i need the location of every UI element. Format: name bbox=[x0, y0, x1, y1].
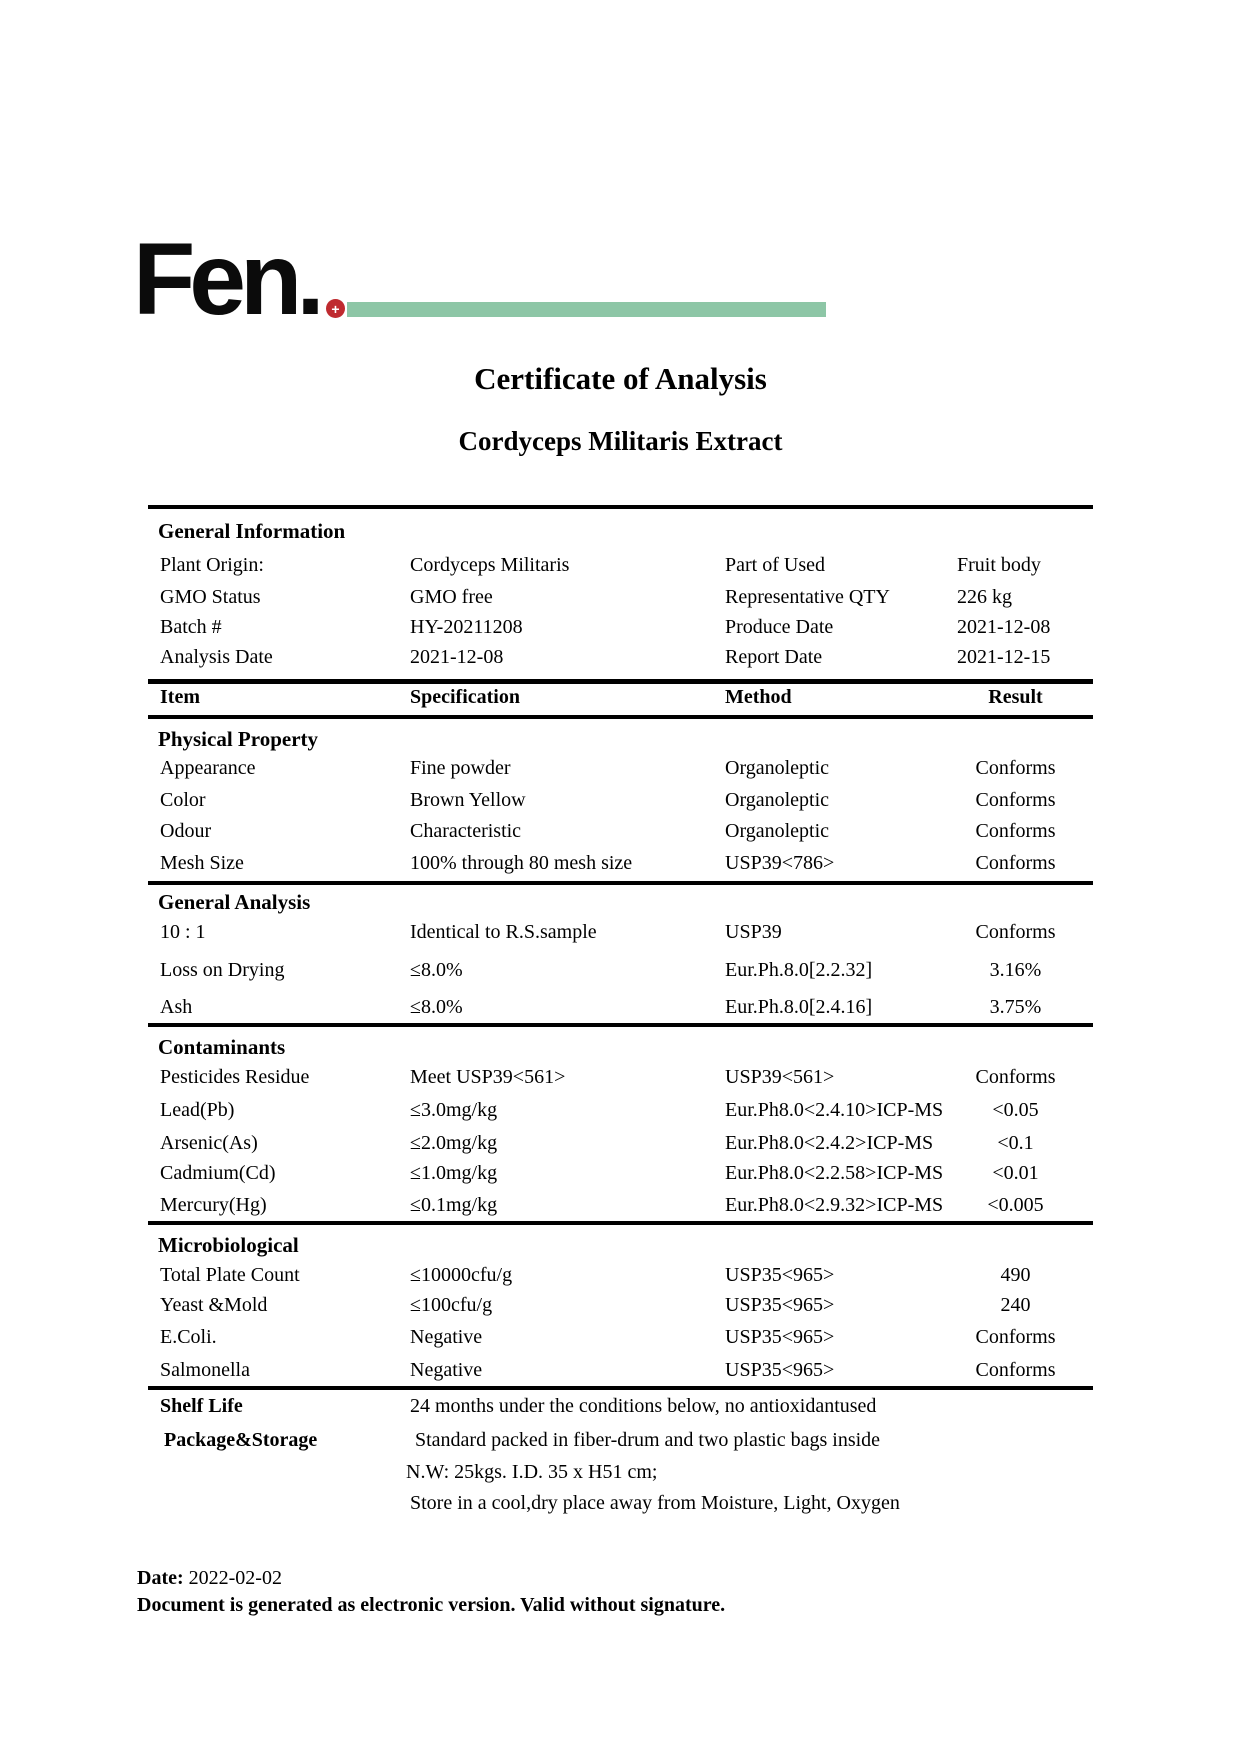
cell-method: USP35<965> bbox=[725, 1294, 835, 1316]
section-heading-general-analysis: General Analysis bbox=[158, 890, 311, 914]
cell-result: Conforms bbox=[975, 820, 1056, 842]
table-row bbox=[148, 995, 1093, 1021]
cell-item: Loss on Drying bbox=[160, 959, 285, 981]
cell-specification: Negative bbox=[410, 1359, 483, 1381]
package-storage-label: Package&Storage bbox=[164, 1429, 318, 1451]
divider-general-analysis bbox=[148, 881, 1093, 885]
cell-item: Mesh Size bbox=[160, 852, 244, 874]
column-header-item: Item bbox=[160, 686, 200, 708]
table-row bbox=[148, 788, 1093, 814]
cell-method: USP39 bbox=[725, 921, 782, 943]
cell-result: Conforms bbox=[975, 921, 1056, 943]
table-row bbox=[148, 1263, 1093, 1289]
cell-method: Eur.Ph8.0<2.2.58>ICP-MS bbox=[725, 1162, 944, 1184]
table-row bbox=[148, 819, 1093, 845]
package-storage-row bbox=[148, 1491, 1093, 1517]
cell-specification: Brown Yellow bbox=[410, 789, 526, 811]
package-storage-text: Store in a cool,dry place away from Moisture, Light, Oxygen bbox=[410, 1492, 900, 1514]
date-value: 2022-02-02 bbox=[183, 1567, 282, 1589]
info-label: GMO Status bbox=[160, 586, 261, 608]
table-row bbox=[148, 851, 1093, 877]
info-value: 2021-12-08 bbox=[410, 646, 504, 668]
cell-specification: ≤1.0mg/kg bbox=[410, 1162, 498, 1184]
column-header-method: Method bbox=[725, 686, 792, 708]
info-label: Representative QTY bbox=[725, 586, 890, 608]
cell-method: USP35<965> bbox=[725, 1359, 835, 1381]
cell-specification: ≤100cfu/g bbox=[410, 1294, 493, 1316]
divider-below-header bbox=[148, 715, 1093, 719]
divider-top bbox=[148, 505, 1093, 509]
cell-method: Eur.Ph8.0<2.4.2>ICP-MS bbox=[725, 1132, 934, 1154]
info-label: Analysis Date bbox=[160, 646, 273, 668]
info-value: 226 kg bbox=[957, 586, 1012, 608]
cell-result: <0.005 bbox=[987, 1194, 1044, 1216]
cell-specification: Negative bbox=[410, 1326, 483, 1348]
info-value: GMO free bbox=[410, 586, 493, 608]
table-row bbox=[148, 920, 1093, 946]
info-value: 2021-12-15 bbox=[957, 646, 1051, 668]
logo-accent-bar bbox=[347, 302, 826, 317]
cell-specification: ≤0.1mg/kg bbox=[410, 1194, 498, 1216]
package-storage-text: N.W: 25kgs. I.D. 35 x H51 cm; bbox=[406, 1461, 658, 1483]
shelf-life-text: 24 months under the conditions below, no antioxidantused bbox=[410, 1395, 877, 1417]
table-row bbox=[148, 958, 1093, 984]
cell-specification: ≤10000cfu/g bbox=[410, 1264, 513, 1286]
cell-item: Odour bbox=[160, 820, 212, 842]
cell-item: Color bbox=[160, 789, 206, 811]
cell-item: Pesticides Residue bbox=[160, 1066, 310, 1088]
info-label: Batch # bbox=[160, 616, 222, 638]
section-heading-microbiological: Microbiological bbox=[158, 1233, 299, 1257]
date-label: Date: bbox=[137, 1567, 184, 1589]
product-name: Cordyceps Militaris Extract bbox=[458, 426, 783, 456]
cell-item: Lead(Pb) bbox=[160, 1099, 235, 1121]
cell-result: Conforms bbox=[975, 1359, 1056, 1381]
package-storage-row bbox=[148, 1460, 1093, 1486]
cell-method: Organoleptic bbox=[725, 820, 830, 842]
cell-result: Conforms bbox=[975, 852, 1056, 874]
cell-specification: Fine powder bbox=[410, 757, 511, 779]
cell-method: Eur.Ph8.0<2.4.10>ICP-MS bbox=[725, 1099, 944, 1121]
cell-item: Yeast &Mold bbox=[160, 1294, 268, 1316]
cell-result: Conforms bbox=[975, 789, 1056, 811]
cell-method: Eur.Ph.8.0[2.2.32] bbox=[725, 959, 873, 981]
package-storage-row bbox=[148, 1428, 1093, 1454]
cell-item: Cadmium(Cd) bbox=[160, 1162, 276, 1184]
info-label: Part of Used bbox=[725, 554, 825, 576]
table-header-row bbox=[148, 685, 1093, 711]
logo-plus-icon bbox=[326, 299, 345, 318]
cell-result: 490 bbox=[1000, 1264, 1031, 1286]
cell-specification: 100% through 80 mesh size bbox=[410, 852, 633, 874]
cell-item: Appearance bbox=[160, 757, 256, 779]
cell-result: <0.01 bbox=[992, 1162, 1039, 1184]
info-value: HY-20211208 bbox=[410, 616, 523, 638]
info-label: Report Date bbox=[725, 646, 823, 668]
cell-method: USP35<965> bbox=[725, 1326, 835, 1348]
divider-contaminants bbox=[148, 1023, 1093, 1027]
cell-result: Conforms bbox=[975, 1066, 1056, 1088]
column-header-specification: Specification bbox=[410, 686, 520, 708]
table-row bbox=[148, 1293, 1093, 1319]
table-row bbox=[148, 1358, 1093, 1384]
cell-result: 3.75% bbox=[989, 996, 1042, 1018]
info-row bbox=[148, 553, 1093, 579]
cell-specification: ≤8.0% bbox=[410, 996, 463, 1018]
cell-result: <0.1 bbox=[997, 1132, 1034, 1154]
table-row bbox=[148, 1325, 1093, 1351]
cell-method: USP39<561> bbox=[725, 1066, 835, 1088]
table-row bbox=[148, 1065, 1093, 1091]
section-heading-general-information: General Information bbox=[158, 519, 346, 543]
cell-result: <0.05 bbox=[992, 1099, 1039, 1121]
column-header-result: Result bbox=[988, 686, 1043, 708]
info-row bbox=[148, 585, 1093, 611]
cell-method: Organoleptic bbox=[725, 757, 830, 779]
plus-glyph: + bbox=[331, 300, 340, 317]
info-value: Cordyceps Militaris bbox=[410, 554, 570, 576]
cell-item: Mercury(Hg) bbox=[160, 1194, 267, 1216]
table-row bbox=[148, 756, 1093, 782]
section-heading-physical-property: Physical Property bbox=[158, 727, 319, 751]
shelf-life-label: Shelf Life bbox=[160, 1395, 243, 1417]
cell-method: USP35<965> bbox=[725, 1264, 835, 1286]
cell-result: Conforms bbox=[975, 757, 1056, 779]
cell-specification: ≤3.0mg/kg bbox=[410, 1099, 498, 1121]
table-row bbox=[148, 1193, 1093, 1219]
cell-result: Conforms bbox=[975, 1326, 1056, 1348]
cell-specification: Characteristic bbox=[410, 820, 522, 842]
cell-specification: ≤2.0mg/kg bbox=[410, 1132, 498, 1154]
table-row bbox=[148, 1098, 1093, 1124]
info-label: Plant Origin: bbox=[160, 554, 264, 576]
cell-specification: ≤8.0% bbox=[410, 959, 463, 981]
cell-method: Organoleptic bbox=[725, 789, 830, 811]
info-label: Produce Date bbox=[725, 616, 834, 638]
cell-result: 240 bbox=[1000, 1294, 1031, 1316]
date-line bbox=[137, 1566, 282, 1590]
package-storage-text: Standard packed in fiber-drum and two plastic bags inside bbox=[415, 1429, 881, 1451]
divider-above-header bbox=[148, 679, 1093, 684]
cell-item: Salmonella bbox=[160, 1359, 250, 1381]
divider-shelf-life bbox=[148, 1386, 1093, 1390]
cell-item: Arsenic(As) bbox=[160, 1132, 258, 1154]
info-value: Fruit body bbox=[957, 554, 1041, 576]
table-row bbox=[148, 1161, 1093, 1187]
section-heading-contaminants: Contaminants bbox=[158, 1035, 286, 1059]
document-title: Certificate of Analysis bbox=[474, 361, 767, 396]
cell-item: Total Plate Count bbox=[160, 1264, 300, 1286]
cell-item: E.Coli. bbox=[160, 1326, 217, 1348]
cell-method: USP39<786> bbox=[725, 852, 835, 874]
cell-method: Eur.Ph8.0<2.9.32>ICP-MS bbox=[725, 1194, 944, 1216]
electronic-version-note: Document is generated as electronic version. Valid without signature. bbox=[137, 1594, 726, 1616]
info-row bbox=[148, 615, 1093, 641]
logo-text: Fen. bbox=[133, 222, 319, 336]
cell-item: 10 : 1 bbox=[160, 921, 206, 943]
divider-microbiological bbox=[148, 1221, 1093, 1225]
info-value: 2021-12-08 bbox=[957, 616, 1051, 638]
cell-result: 3.16% bbox=[989, 959, 1042, 981]
cell-specification: Identical to R.S.sample bbox=[410, 921, 597, 943]
cell-specification: Meet USP39<561> bbox=[410, 1066, 566, 1088]
info-row bbox=[148, 645, 1093, 671]
shelf-life-row bbox=[148, 1394, 1093, 1420]
cell-item: Ash bbox=[160, 996, 193, 1018]
table-row bbox=[148, 1131, 1093, 1157]
cell-method: Eur.Ph.8.0[2.4.16] bbox=[725, 996, 873, 1018]
